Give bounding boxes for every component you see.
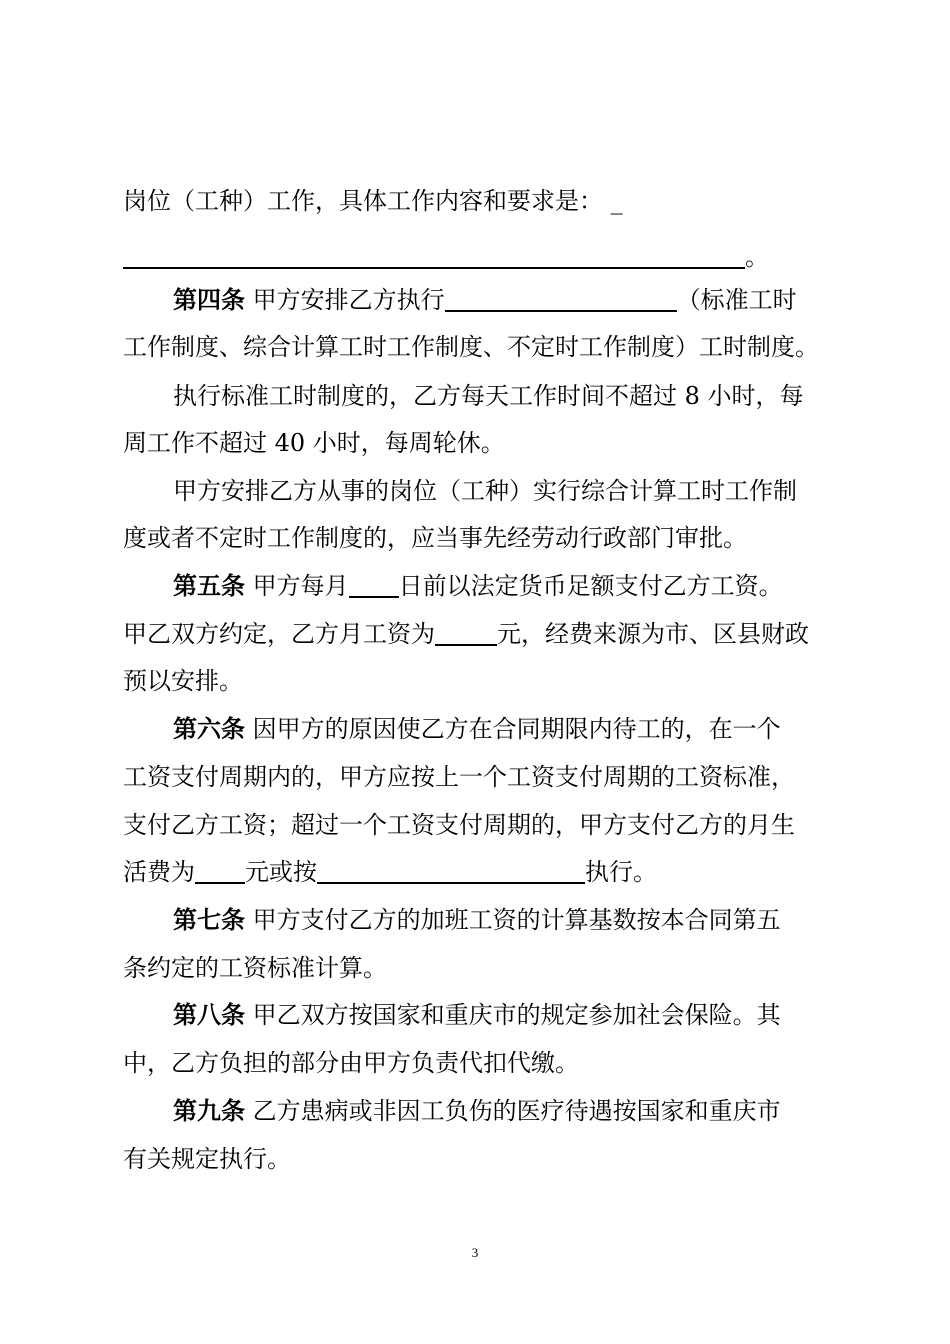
article-9-line-1 [123, 1096, 828, 1126]
job-content-text: 岗位（工种）工作，具体工作内容和要求是： [123, 187, 603, 215]
article-5-label: 第五条 [173, 571, 245, 600]
page-number: 3 [471, 1245, 479, 1260]
job-content-blank [123, 243, 745, 269]
standard-hours-line-1: 执行标准工时制度的，乙方每天工作时间不超过 8 小时，每 [173, 382, 804, 410]
job-content-marker: _ [610, 187, 623, 215]
continuation-line-1 [123, 186, 828, 216]
article-6-line-1 [123, 714, 828, 744]
pay-day-blank [349, 572, 399, 598]
article-7-line1-text: 甲方支付乙方的加班工资的计算基数按本合同第五 [252, 906, 781, 934]
article-5-text-a: 甲方每月 [252, 572, 349, 600]
article-6-line1-text: 因甲方的原因使乙方在合同期限内待工的，在一个 [252, 715, 781, 743]
article-8-line-2: 中，乙方负担的部分由甲方负责代扣代缴。 [123, 1049, 579, 1077]
living-allowance-blank [195, 858, 245, 884]
standard-hours-line-2: 周工作不超过 40 小时，每周轮休。 [123, 429, 505, 457]
article-9-line-2: 有关规定执行。 [123, 1145, 291, 1173]
work-hours-blank [445, 286, 677, 312]
monthly-salary-blank [435, 620, 497, 646]
article-4-text-b: （标准工时 [676, 286, 797, 314]
approval-line-2: 度或者不定时工作制度的，应当事先经劳动行政部门审批。 [123, 524, 747, 552]
article-6-line-4 [123, 857, 828, 887]
approval-line-1: 甲方安排乙方从事的岗位（工种）实行综合计算工时工作制 [173, 477, 797, 505]
article-5-line2-b: 元，经费来源为市、区县财政 [497, 620, 809, 648]
article-7-line-1 [123, 905, 828, 935]
article-6-label: 第六条 [173, 714, 245, 743]
standard-reference-blank [317, 858, 585, 884]
article-5-line-2 [123, 619, 828, 649]
article-9-label: 第九条 [173, 1096, 245, 1125]
article-4-label: 第四条 [173, 285, 245, 314]
continuation-line-2 [123, 242, 828, 272]
article-4-line-1 [123, 285, 828, 315]
article-5-line2-a: 甲乙双方约定，乙方月工资为 [123, 620, 435, 648]
article-6-line-2: 工资支付周期内的，甲方应按上一个工资支付周期的工资标准， [123, 763, 795, 791]
article-6-line4-a: 活费为 [123, 858, 195, 886]
article-6-line4-c: 执行。 [585, 858, 657, 886]
article-8-line-1 [123, 1000, 828, 1030]
job-content-end: 。 [745, 243, 769, 271]
article-7-label: 第七条 [173, 905, 245, 934]
article-9-line1-text: 乙方患病或非因工负伤的医疗待遇按国家和重庆市 [252, 1097, 781, 1125]
article-4-line-2: 工作制度、综合计算工时工作制度、不定时工作制度）工时制度。 [123, 333, 819, 361]
article-8-line1-text: 甲乙双方按国家和重庆市的规定参加社会保险。其 [252, 1001, 781, 1029]
article-6-line-3: 支付乙方工资；超过一个工资支付周期的，甲方支付乙方的月生 [123, 811, 795, 839]
article-8-label: 第八条 [173, 1000, 245, 1029]
article-5-line-3: 预以安排。 [123, 667, 243, 695]
article-7-line-2: 条约定的工资标准计算。 [123, 954, 387, 982]
article-4-text-a: 甲方安排乙方执行 [252, 286, 445, 314]
article-5-line-1 [123, 571, 828, 601]
article-5-text-b: 日前以法定货币足额支付乙方工资。 [398, 572, 783, 600]
article-6-line4-b: 元或按 [245, 858, 317, 886]
